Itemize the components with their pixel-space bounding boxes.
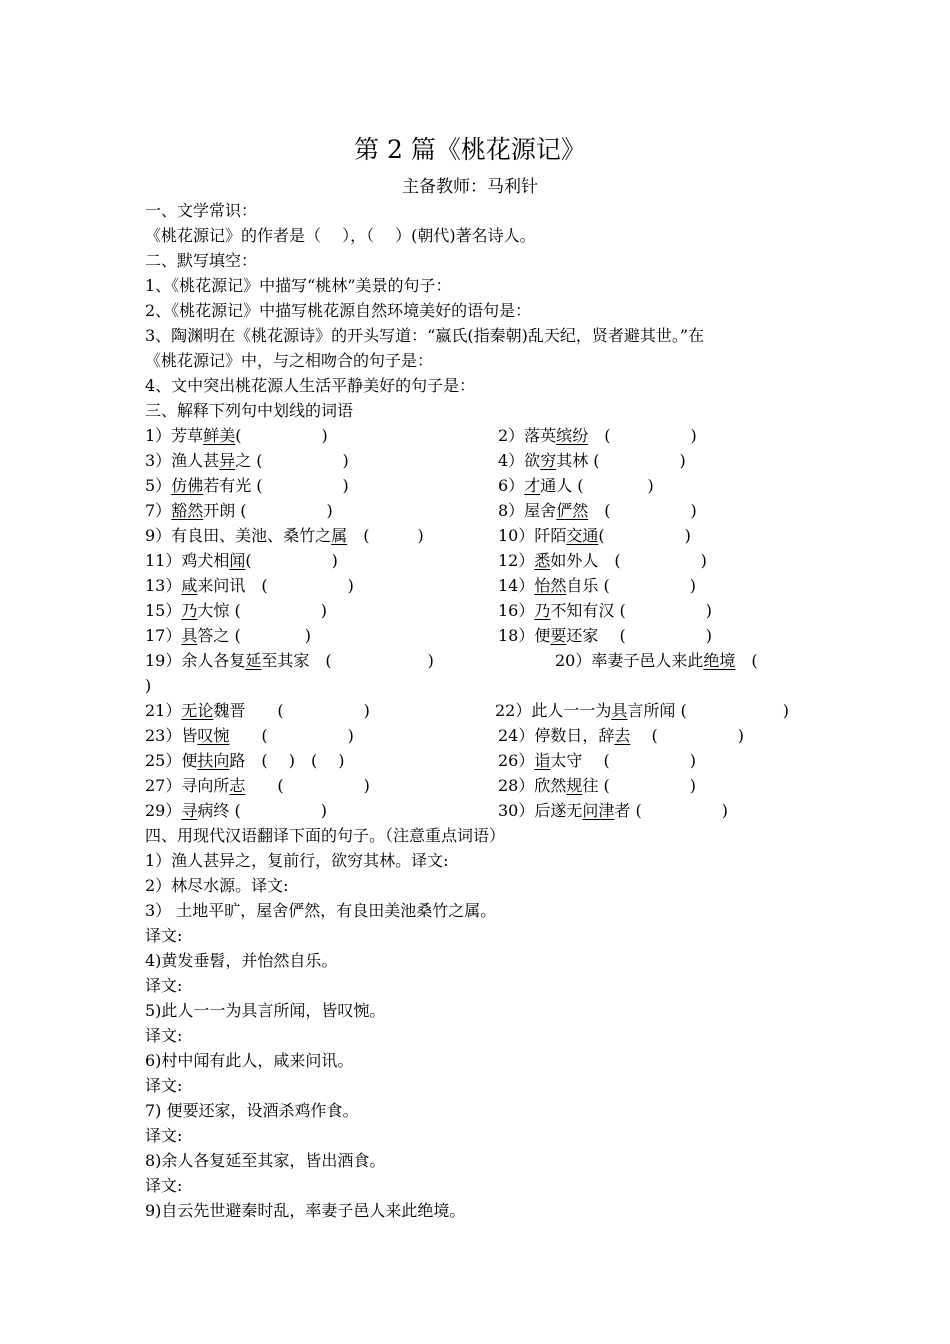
translate-sentence-9: 9)自云先世避秦时乱，率妻子邑人来此绝境。 xyxy=(145,1201,466,1220)
translate-sentence-8: 8)余人各复延至其家，皆出酒食。 xyxy=(145,1151,386,1170)
vocab-item: 1）芳草鲜美( ) xyxy=(145,426,328,445)
vocab-item: 27）寻向所志 ( ) xyxy=(145,776,370,795)
question-2-3b: 《桃花源记》中，与之相吻合的句子是： xyxy=(145,351,434,370)
translate-sentence-1: 1）渔人甚异之，复前行，欲穷其林。译文: xyxy=(145,851,449,870)
vocab-item: 6）才通人 ( ) xyxy=(498,476,654,495)
translate-label: 译文: xyxy=(145,1026,183,1045)
vocab-item: 8）屋舍俨然 ( ) xyxy=(498,501,697,520)
vocab-item: 30）后遂无问津者 ( ) xyxy=(498,801,728,820)
vocab-item: 21）无论魏晋 ( ) xyxy=(145,701,370,720)
vocab-item: 24）停数日，辞去 ( ) xyxy=(498,726,744,745)
vocab-item: 12）悉如外人 ( ) xyxy=(498,551,707,570)
vocab-item: 29）寻病终 ( ) xyxy=(145,801,327,820)
question-2-3a: 3、陶渊明在《桃花源诗》的开头写道：“嬴氏(指秦朝)乱天纪，贤者避其世。”在 xyxy=(145,326,705,345)
vocab-item: 3）渔人甚异之 ( ) xyxy=(145,451,349,470)
translate-label: 译文: xyxy=(145,1176,183,1195)
vocab-item: 13）咸来问讯 ( ) xyxy=(145,576,354,595)
question-2-2: 2、《桃花源记》中描写桃花源自然环境美好的语句是： xyxy=(145,301,532,320)
vocab-item: 28）欣然规往 ( ) xyxy=(498,776,696,795)
vocab-item: 2）落英缤纷 ( ) xyxy=(498,426,697,445)
section-heading-3: 三、解释下列句中划线的词语 xyxy=(145,401,354,420)
translate-label: 译文: xyxy=(145,976,183,995)
vocab-item: 11）鸡犬相闻( ) xyxy=(145,551,338,570)
section-heading-1: 一、文学常识： xyxy=(145,201,258,220)
translate-sentence-2: 2）林尽水源。译文: xyxy=(145,876,289,895)
vocab-item: 26）诣太守 ( ) xyxy=(498,751,696,770)
vocab-item: 20）率妻子邑人来此绝境 ( xyxy=(555,651,758,670)
question-2-1: 1、《桃花源记》中描写“桃林”美景的句子： xyxy=(145,276,452,295)
vocab-item: 5）仿佛若有光 ( ) xyxy=(145,476,349,495)
vocab-item: 18）便要还家 ( ) xyxy=(498,626,712,645)
section-heading-4: 四、用现代汉语翻译下面的句子。（注意重点词语） xyxy=(145,826,506,845)
vocab-item: 15）乃大惊 ( ) xyxy=(145,601,327,620)
vocab-item: 9）有良田、美池、桑竹之属 ( ) xyxy=(145,526,424,545)
section-heading-2: 二、默写填空： xyxy=(145,251,258,270)
question-author: 《桃花源记》的作者是（ ），（ ）(朝代)著名诗人。 xyxy=(145,226,536,245)
vocab-item: 14）怡然自乐 ( ) xyxy=(498,576,696,595)
translate-label: 译文: xyxy=(145,926,183,945)
question-2-4: 4、文中突出桃花源人生活平静美好的句子是： xyxy=(145,376,476,395)
translate-label: 译文: xyxy=(145,1126,183,1145)
vocab-item: 19）余人各复延至其家 ( ) xyxy=(145,651,434,670)
translate-sentence-7: 7) 便要还家，设酒杀鸡作食。 xyxy=(145,1101,359,1120)
translate-sentence-4: 4)黄发垂髫，并怡然自乐。 xyxy=(145,951,338,970)
page-title: 第 2 篇《桃花源记》 xyxy=(354,135,586,164)
translate-sentence-6: 6)村中闻有此人，咸来问讯。 xyxy=(145,1051,354,1070)
vocab-item: 7）豁然开朗 ( ) xyxy=(145,501,333,520)
vocab-item: 23）皆叹惋 ( ) xyxy=(145,726,354,745)
translate-sentence-5: 5)此人一一为具言所闻，皆叹惋。 xyxy=(145,1001,386,1020)
vocab-item: 10）阡陌交通( ) xyxy=(498,526,691,545)
vocab-item: 17）具答之 ( ) xyxy=(145,626,311,645)
page-subtitle: 主备教师：马利针 xyxy=(402,177,538,197)
translate-sentence-3: 3） 土地平旷，屋舍俨然，有良田美池桑竹之属。 xyxy=(145,901,497,920)
translate-label: 译文: xyxy=(145,1076,183,1095)
vocab-item: 4）欲穷其林 ( ) xyxy=(498,451,686,470)
vocab-item: 16）乃不知有汉 ( ) xyxy=(498,601,712,620)
vocab-item-tail: ) xyxy=(145,676,152,695)
vocab-item: 22）此人一一为具言所闻 ( ) xyxy=(495,701,789,720)
vocab-item: 25）便扶向路 ( ) ( ) xyxy=(145,751,345,770)
